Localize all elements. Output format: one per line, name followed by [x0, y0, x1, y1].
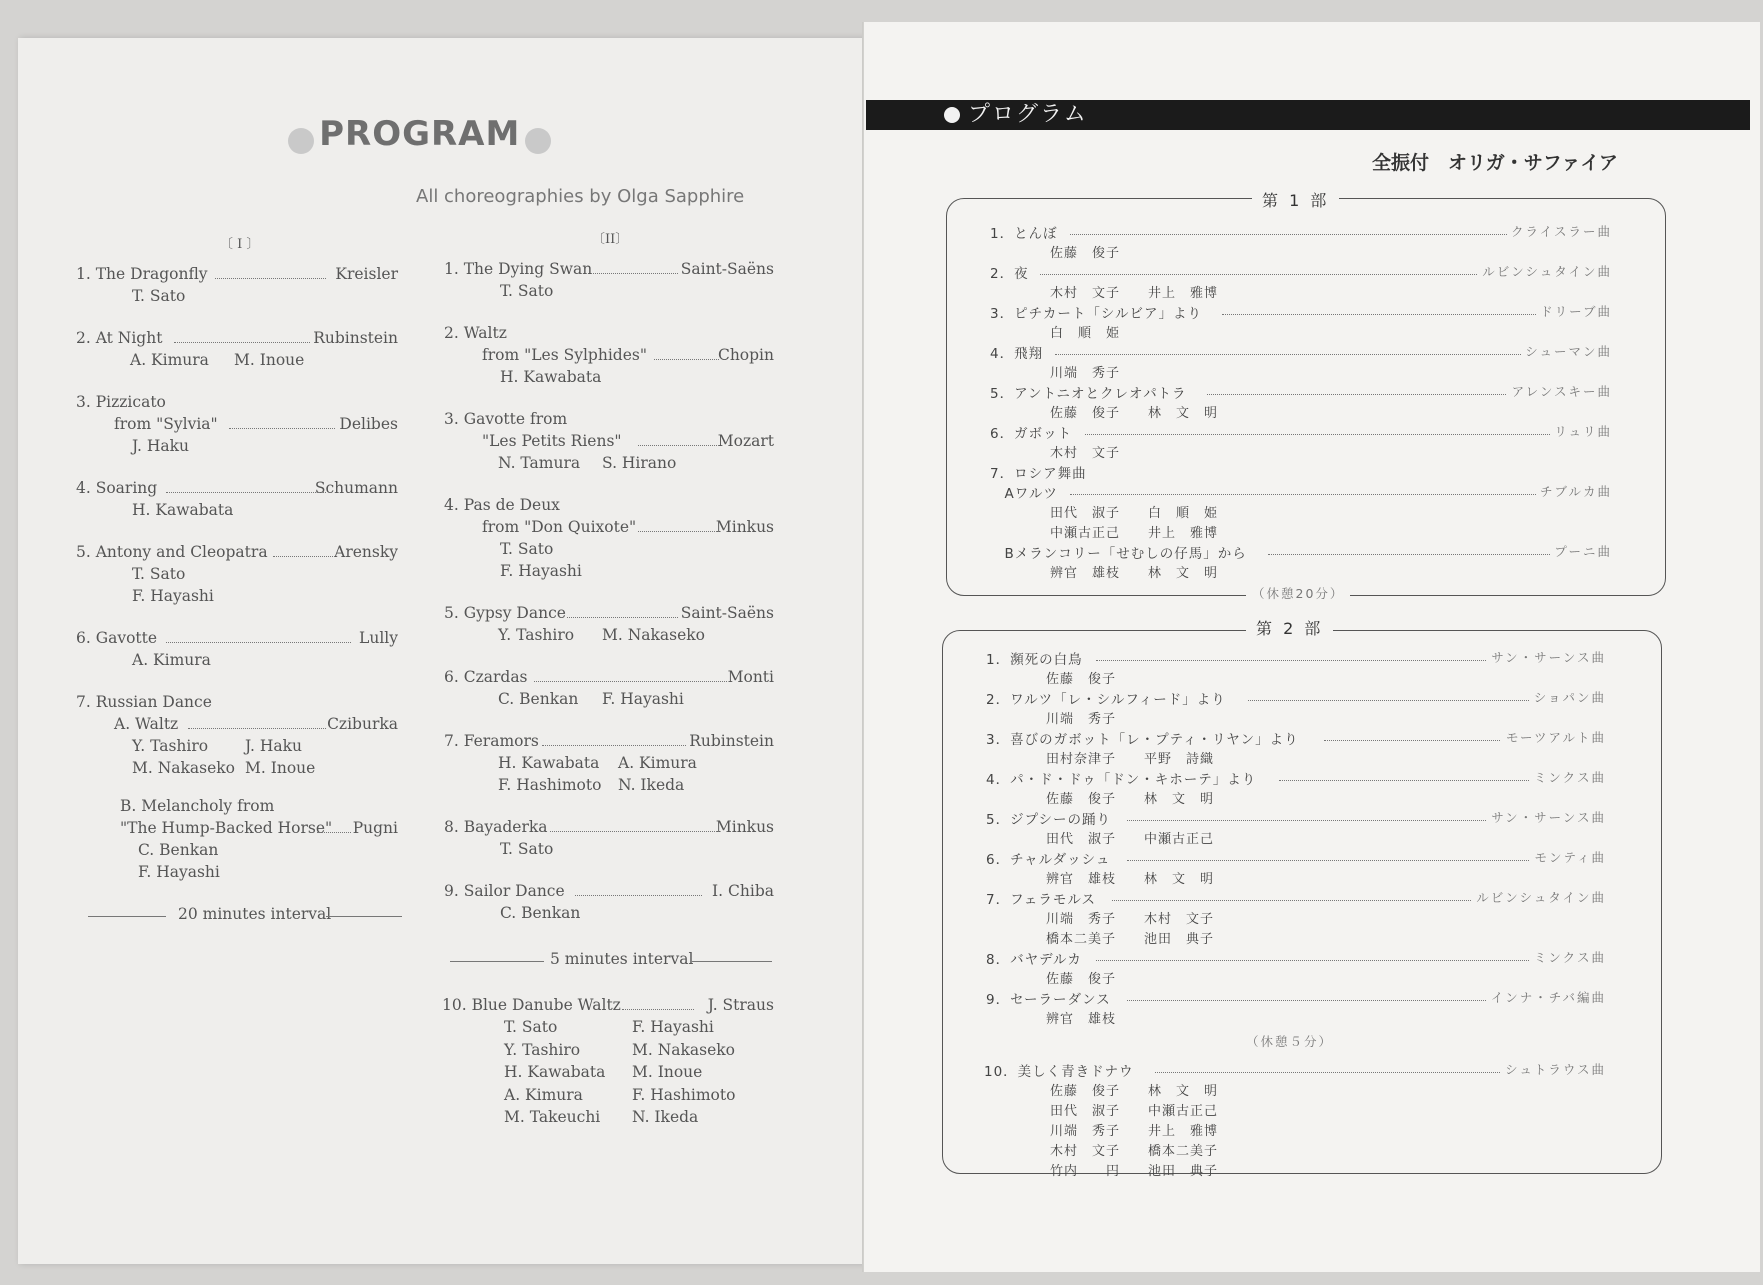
dotted-leader [273, 556, 335, 557]
cast-name-jp: 中瀬古正己 井上 雅博 [1050, 526, 1219, 541]
cast-name: M. Nakaseko [632, 1040, 736, 1059]
cast-name-jp: 田代 淑子 中瀬古正己 [1050, 1104, 1219, 1119]
item-composer: Minkus [715, 818, 774, 836]
item-composer: Delibes [339, 415, 398, 433]
choreo-credit-jp: 全振付 オリガ・サファイア [1372, 152, 1618, 174]
item-composer: Monti [727, 668, 774, 686]
item-composer-jp: モンティ曲 [1534, 850, 1606, 865]
item-title: 7. Feramors [444, 732, 539, 750]
cast-name-jp: 辨官 雄枝 林 文 明 [1050, 566, 1219, 581]
item-composer-jp: インナ・チバ編曲 [1490, 990, 1606, 1005]
item-title: from "Sylvia" [114, 415, 218, 433]
cast-name-jp: 佐藤 俊子 [1050, 246, 1121, 261]
dotted-leader [567, 617, 678, 618]
item-title-jp: 8．バヤデルカ [986, 952, 1082, 968]
item-composer: Kreisler [335, 265, 398, 283]
item-title: A. Waltz [114, 715, 179, 733]
cast-name: F. Hayashi [632, 1018, 714, 1036]
item-title: 6. Gavotte [76, 629, 158, 647]
item-composer-jp: ルビンシュタイン曲 [1476, 890, 1606, 905]
item-title: 1. The Dying Swan [444, 260, 593, 278]
cast-name: F. Hashimoto [632, 1085, 736, 1104]
item-title-jp: 4．パ・ド・ドゥ「ドン・キホーテ」より [986, 772, 1257, 788]
item-composer-jp: ショパン曲 [1533, 690, 1606, 705]
cast-name: F. Hayashi [132, 587, 214, 605]
cast-name: Y. Tashiro [132, 737, 209, 755]
part1-label: 第 1 部 [1252, 188, 1339, 211]
item-title: 5. Antony and Cleopatra [76, 543, 268, 561]
item-composer: Cziburka [327, 715, 398, 733]
item-title: 2. At Night [76, 329, 163, 347]
item-title: from "Don Quixote" [482, 518, 637, 536]
item-composer: I. Chiba [712, 882, 774, 900]
dotted-leader [591, 273, 677, 274]
item-title: "The Hump-Backed Horse" [120, 819, 333, 837]
item-title-jp: 6．チャルダッシュ [986, 852, 1111, 868]
dotted-leader [1222, 314, 1536, 315]
dotted-leader [1070, 494, 1536, 495]
item-composer-jp: サン・サーンス曲 [1491, 810, 1606, 825]
item-title-jp: 5．アントニオとクレオパトラ [990, 386, 1187, 402]
cast-name: T. Sato [500, 540, 554, 558]
cast-name-jp: 木村 文子 井上 雅博 [1050, 286, 1219, 301]
cast-name-jp: 川端 秀子 [1050, 366, 1121, 381]
item-composer: Pugni [352, 819, 398, 837]
item-title: 4. Soaring [76, 479, 158, 497]
dotted-leader [1248, 700, 1529, 701]
part1-heading: 〔 I 〕 [220, 237, 260, 252]
cast-name: F. Hashimoto [498, 776, 602, 794]
item-title: 9. Sailor Dance [444, 882, 565, 900]
cast-name: A. Kimura [618, 754, 697, 772]
cast-name-jp: 白 順 姫 [1050, 326, 1121, 341]
dotted-leader [1096, 960, 1529, 961]
item-title: 3. Gavotte from [444, 410, 568, 428]
cast-name: Y. Tashiro [498, 626, 575, 644]
cast-name-jp: 竹内 円 池田 典子 [1050, 1164, 1219, 1179]
dotted-leader [1207, 394, 1507, 395]
bullet-dot-icon [525, 128, 551, 154]
dotted-leader [1070, 234, 1507, 235]
item-composer-jp: プーニ曲 [1554, 544, 1612, 559]
dotted-leader [1127, 820, 1486, 821]
item-composer: Lully [359, 629, 398, 647]
dotted-leader [1155, 1072, 1500, 1073]
dotted-leader [622, 1009, 694, 1010]
item-title-jp: 5．ジプシーの踊り [986, 812, 1112, 828]
cast-name: H. Kawabata [132, 501, 234, 519]
item-title-jp: 10．美しく青きドナウ [984, 1064, 1134, 1080]
cast-name: M. Nakaseko [132, 759, 236, 777]
cast-name: J. Haku [245, 737, 302, 755]
item-title-jp: 2．ワルツ「レ・シルフィード」より [986, 692, 1226, 708]
dotted-leader [1055, 354, 1521, 355]
item-title: 2. Waltz [444, 324, 507, 342]
item-composer-jp: ミンクス曲 [1533, 950, 1606, 965]
page-title: PROGRAM [319, 114, 521, 154]
interval-label: 20 minutes interval [178, 905, 332, 923]
item-title: 10. Blue Danube Waltz [442, 996, 621, 1014]
cast-name: N. Ikeda [632, 1108, 699, 1126]
cast-name: F. Hayashi [602, 690, 684, 708]
cast-name: T. Sato [500, 282, 554, 300]
cast-name-jp: 佐藤 俊子 [1046, 972, 1117, 987]
dotted-leader [166, 492, 326, 493]
item-title: "Les Petits Riens" [482, 432, 622, 450]
item-composer: Mozart [717, 432, 774, 450]
interval-rule [450, 961, 544, 962]
item-composer-jp: モーツアルト曲 [1505, 730, 1606, 745]
cast-name-jp: 佐藤 俊子 林 文 明 [1046, 792, 1215, 807]
item-title-jp: 3．喜びのガボット「レ・プティ・リヤン」より [986, 732, 1299, 748]
cast-name-jp: 佐藤 俊子 林 文 明 [1050, 406, 1219, 421]
cast-name-jp: 川端 秀子 木村 文子 [1046, 912, 1215, 927]
interval-label-jp: （休憩５分） [1246, 1034, 1334, 1049]
item-composer: Rubinstein [689, 732, 774, 750]
item-title: B. Melancholy from [120, 797, 275, 815]
item-composer-jp: サン・サーンス曲 [1491, 650, 1606, 665]
program-title [288, 114, 551, 154]
cast-name: H. Kawabata [498, 754, 600, 772]
dotted-leader [215, 278, 326, 279]
item-title-jp: 2．夜 [990, 266, 1029, 282]
item-title-jp: 9．セーラーダンス [986, 992, 1111, 1008]
item-composer: Saint-Saëns [680, 604, 774, 622]
cast-name: A. Kimura [130, 351, 209, 369]
cast-name: T. Sato [132, 287, 186, 305]
cast-name: A. Kimura [504, 1085, 583, 1104]
cast-name: T. Sato [132, 565, 186, 583]
dotted-leader [654, 359, 719, 360]
item-title-jp: Aワルツ [990, 486, 1058, 502]
item-composer-jp: アレンスキー曲 [1511, 384, 1612, 399]
interval-rule [88, 916, 166, 917]
cast-name-jp: 田代 淑子 中瀬古正己 [1046, 832, 1215, 847]
dotted-leader [534, 681, 727, 682]
dotted-leader [638, 445, 719, 446]
item-composer-jp: シュトラウス曲 [1505, 1062, 1606, 1077]
dotted-leader [1268, 554, 1550, 555]
item-composer-jp: ドリーブ曲 [1540, 304, 1612, 319]
dotted-leader [1096, 660, 1486, 661]
item-title: 7. Russian Dance [76, 693, 212, 711]
item-title: 1. The Dragonfly [76, 265, 208, 283]
item-title-jp: 4．飛翔 [990, 346, 1044, 362]
dotted-leader [542, 745, 686, 746]
interval-rule [326, 916, 402, 917]
item-title-jp: 1．とんぼ [990, 226, 1058, 242]
item-title-jp: 7．ロシア舞曲 [990, 466, 1087, 482]
item-composer-jp: チブルカ曲 [1539, 484, 1612, 499]
cast-name-jp: 橋本二美子 池田 典子 [1046, 932, 1215, 947]
cast-name: T. Sato [500, 840, 554, 858]
cast-name-jp: 田代 淑子 白 順 姫 [1050, 506, 1219, 521]
item-composer-jp: リュリ曲 [1554, 424, 1612, 439]
cast-name: C. Benkan [138, 841, 219, 859]
cast-name: M. Nakaseko [602, 626, 706, 644]
dotted-leader [1127, 1000, 1486, 1001]
choreography-credit: All choreographies by Olga Sapphire [416, 186, 745, 207]
banner-title: プログラム [968, 102, 1088, 127]
dotted-leader [1040, 274, 1478, 275]
cast-name: M. Inoue [245, 759, 316, 777]
item-title-jp: 6．ガボット [990, 426, 1073, 442]
dotted-leader [229, 428, 335, 429]
item-title: 8. Bayaderka [444, 818, 548, 836]
item-title: 6. Czardas [444, 668, 528, 686]
item-composer: Saint-Saëns [680, 260, 774, 278]
item-composer: Schumann [314, 479, 398, 497]
item-title-jp: 1．瀕死の白鳥 [986, 652, 1083, 668]
cast-name: H. Kawabata [504, 1063, 606, 1081]
cast-name-jp: 木村 文子 橋本二美子 [1050, 1144, 1219, 1159]
item-composer-jp: ルビンシュタイン曲 [1482, 264, 1612, 279]
item-title-jp: Bメランコリー「せむしの仔馬」から [990, 546, 1247, 562]
item-title: 4. Pas de Deux [444, 496, 560, 514]
dotted-leader [1112, 900, 1472, 901]
interval-label-jp: （休憩20分） [1246, 584, 1350, 602]
cast-name: A. Kimura [132, 651, 211, 669]
dotted-leader [166, 642, 351, 643]
cast-name: N. Tamura [498, 454, 581, 472]
cast-name: C. Benkan [500, 904, 581, 922]
cast-name: J. Haku [132, 437, 189, 455]
item-title: from "Les Sylphides" [482, 346, 647, 364]
item-composer: Rubinstein [313, 329, 398, 347]
cast-name: M. Inoue [632, 1063, 703, 1081]
cast-name: M. Inoue [234, 351, 305, 369]
dotted-leader [550, 831, 718, 832]
bullet-dot-icon [944, 107, 960, 123]
interval-rule [692, 961, 772, 962]
item-title: 5. Gypsy Dance [444, 604, 566, 622]
dotted-leader [1127, 860, 1530, 861]
cast-name: Y. Tashiro [504, 1040, 581, 1059]
cast-name-jp: 辨官 雄枝 林 文 明 [1046, 872, 1215, 887]
part2-heading: 〔II〕 [592, 232, 629, 247]
cast-name: M. Takeuchi [504, 1108, 601, 1126]
dotted-leader [174, 342, 310, 343]
cast-name-jp: 佐藤 俊子 [1046, 672, 1117, 687]
item-title: 3. Pizzicato [76, 393, 166, 411]
interval-label: 5 minutes interval [550, 950, 694, 968]
cast-name-jp: 辨官 雄枝 [1046, 1012, 1117, 1027]
cast-name-jp: 川端 秀子 井上 雅博 [1050, 1124, 1219, 1139]
item-title-jp: 3．ピチカート「シルビア」より [990, 306, 1202, 322]
cast-name: S. Hirano [602, 454, 677, 472]
dotted-leader [1324, 740, 1500, 741]
cast-name: C. Benkan [498, 690, 579, 708]
dotted-leader [638, 531, 719, 532]
dotted-leader [1085, 434, 1550, 435]
part2-label: 第 2 部 [1246, 616, 1333, 639]
cast-name: H. Kawabata [500, 368, 602, 386]
cast-name-jp: 川端 秀子 [1046, 712, 1117, 727]
cast-name-jp: 佐藤 俊子 林 文 明 [1050, 1084, 1219, 1099]
bullet-dot-icon [288, 128, 314, 154]
item-composer: J. Straus [707, 996, 774, 1014]
item-title-jp: 7．フェラモルス [986, 892, 1097, 908]
item-composer-jp: クライスラー曲 [1510, 224, 1612, 239]
cast-name: F. Hayashi [500, 562, 582, 580]
item-composer-jp: ミンクス曲 [1533, 770, 1606, 785]
cast-name-jp: 木村 文子 [1050, 446, 1121, 461]
item-composer: Arensky [334, 543, 398, 561]
cast-name: F. Hayashi [138, 863, 220, 881]
dotted-leader [575, 895, 702, 896]
item-composer-jp: シューマン曲 [1525, 344, 1612, 359]
cast-name: N. Ikeda [618, 776, 685, 794]
dotted-leader [317, 832, 351, 833]
item-composer: Chopin [717, 346, 774, 364]
item-composer: Minkus [715, 518, 774, 536]
dotted-leader [1279, 780, 1530, 781]
dotted-leader [188, 728, 327, 729]
cast-name-jp: 田村奈津子 平野 詩織 [1046, 752, 1215, 767]
cast-name: T. Sato [504, 1018, 558, 1036]
